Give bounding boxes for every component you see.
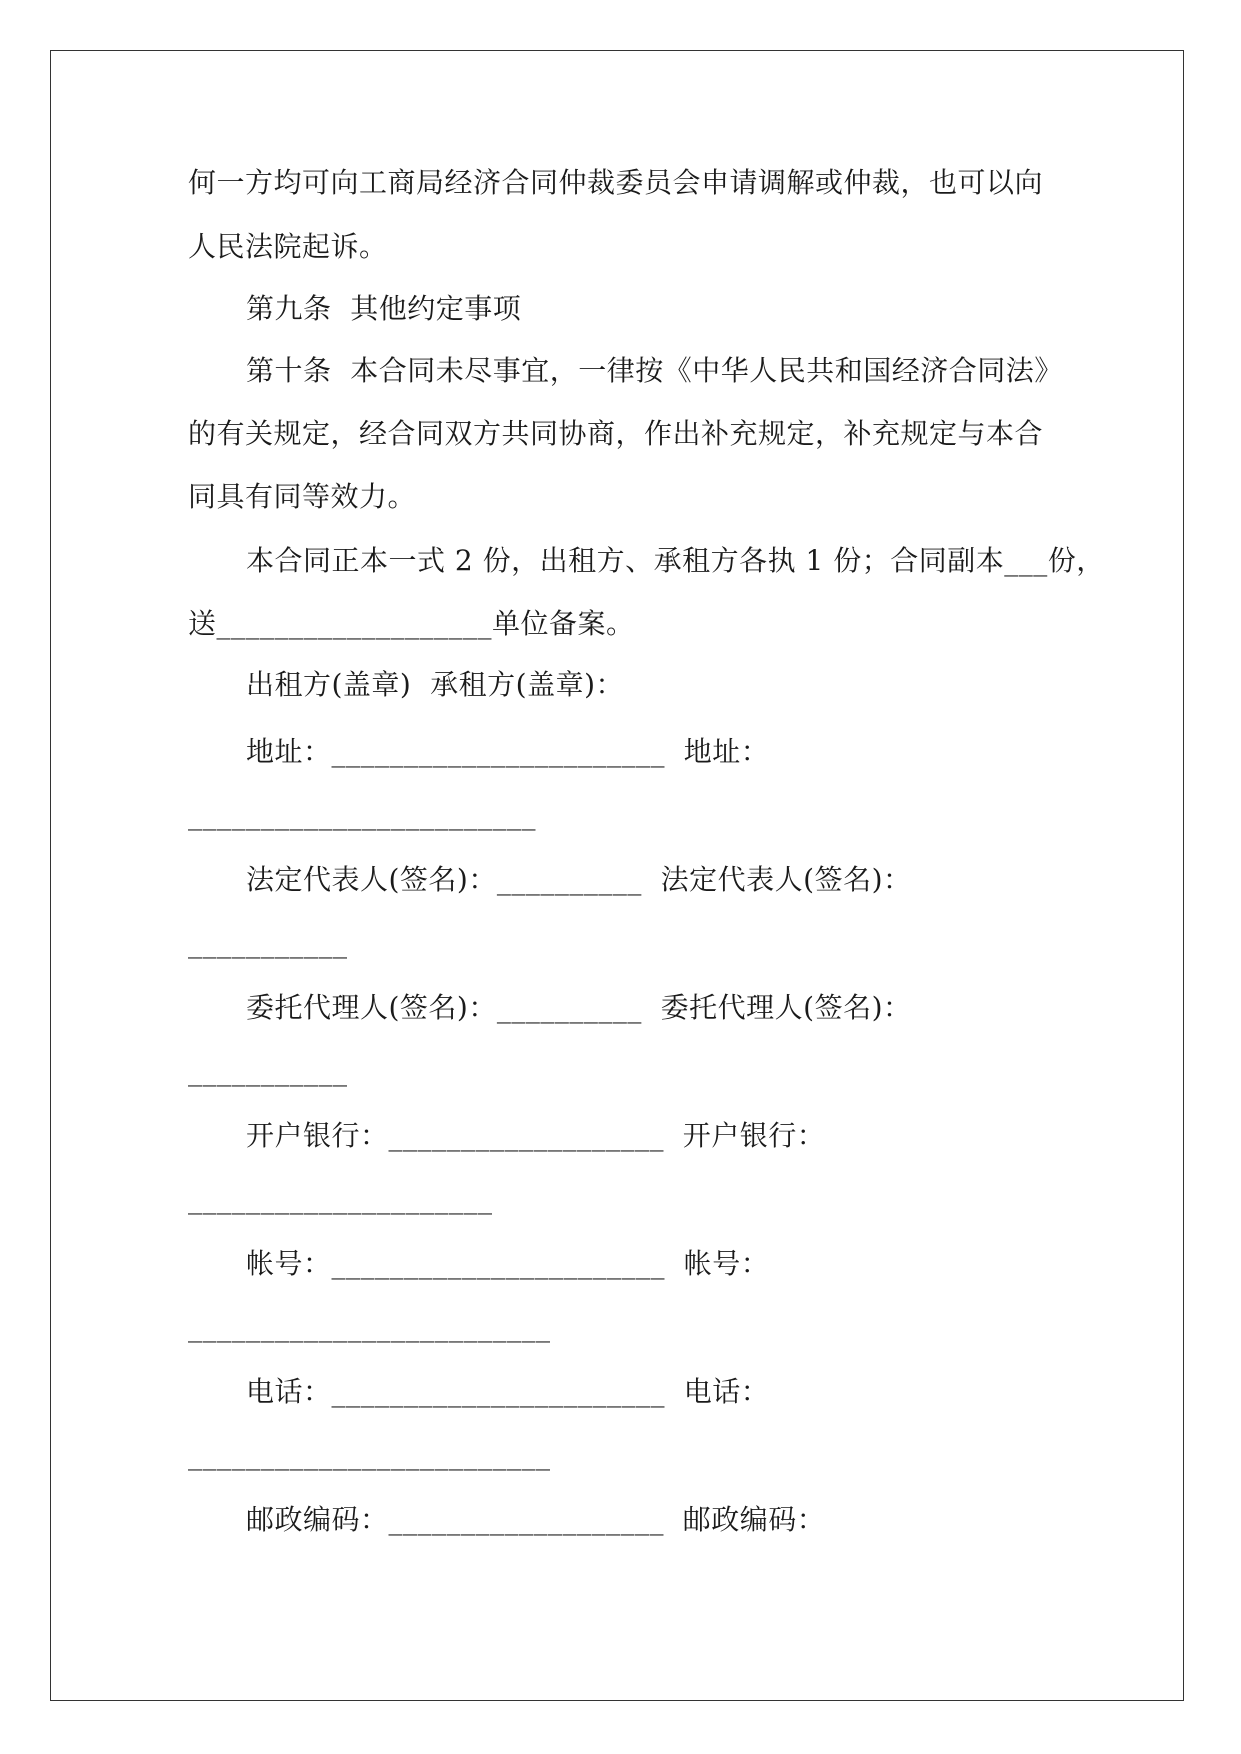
signature-header: 出租方(盖章) 承租方(盖章)： [246,668,624,701]
bank-row: 开户银行：___________________ 开户银行： [246,1119,826,1152]
blank-line: _________________________ [188,1310,551,1343]
blank-line: _________________________ [188,1438,551,1471]
blank-line: ________________________ [188,798,536,831]
account-row: 帐号：_______________________ 帐号： [246,1247,770,1280]
postal-code-row: 邮政编码：___________________ 邮政编码： [246,1503,826,1536]
text-line: 送___________________单位备案。 [188,607,635,640]
agent-row: 委托代理人(签名)：__________ 委托代理人(签名)： [246,991,912,1024]
text-line: 何一方均可向工商局经济合同仲裁委员会申请调解或仲裁，也可以向 [188,166,1044,199]
blank-line: ___________ [188,1054,348,1087]
address-row: 地址：_______________________ 地址： [246,735,770,768]
text-line: 人民法院起诉。 [188,230,388,263]
text-line: 的有关规定，经合同双方共同协商，作出补充规定，补充规定与本合 [188,417,1044,450]
text-line: 同具有同等效力。 [188,480,417,513]
article-10: 第十条 本合同未尽事宜，一律按《中华人民共和国经济合同法》 [246,354,1063,387]
copies-clause: 本合同正本一式 2 份，出租方、承租方各执 1 份；合同副本___份， [246,544,1105,577]
blank-line: ___________ [188,926,348,959]
article-9: 第九条 其他约定事项 [246,292,522,325]
phone-row: 电话：_______________________ 电话： [246,1375,770,1408]
legal-rep-row: 法定代表人(签名)：__________ 法定代表人(签名)： [246,863,912,896]
blank-line: _____________________ [188,1182,493,1215]
